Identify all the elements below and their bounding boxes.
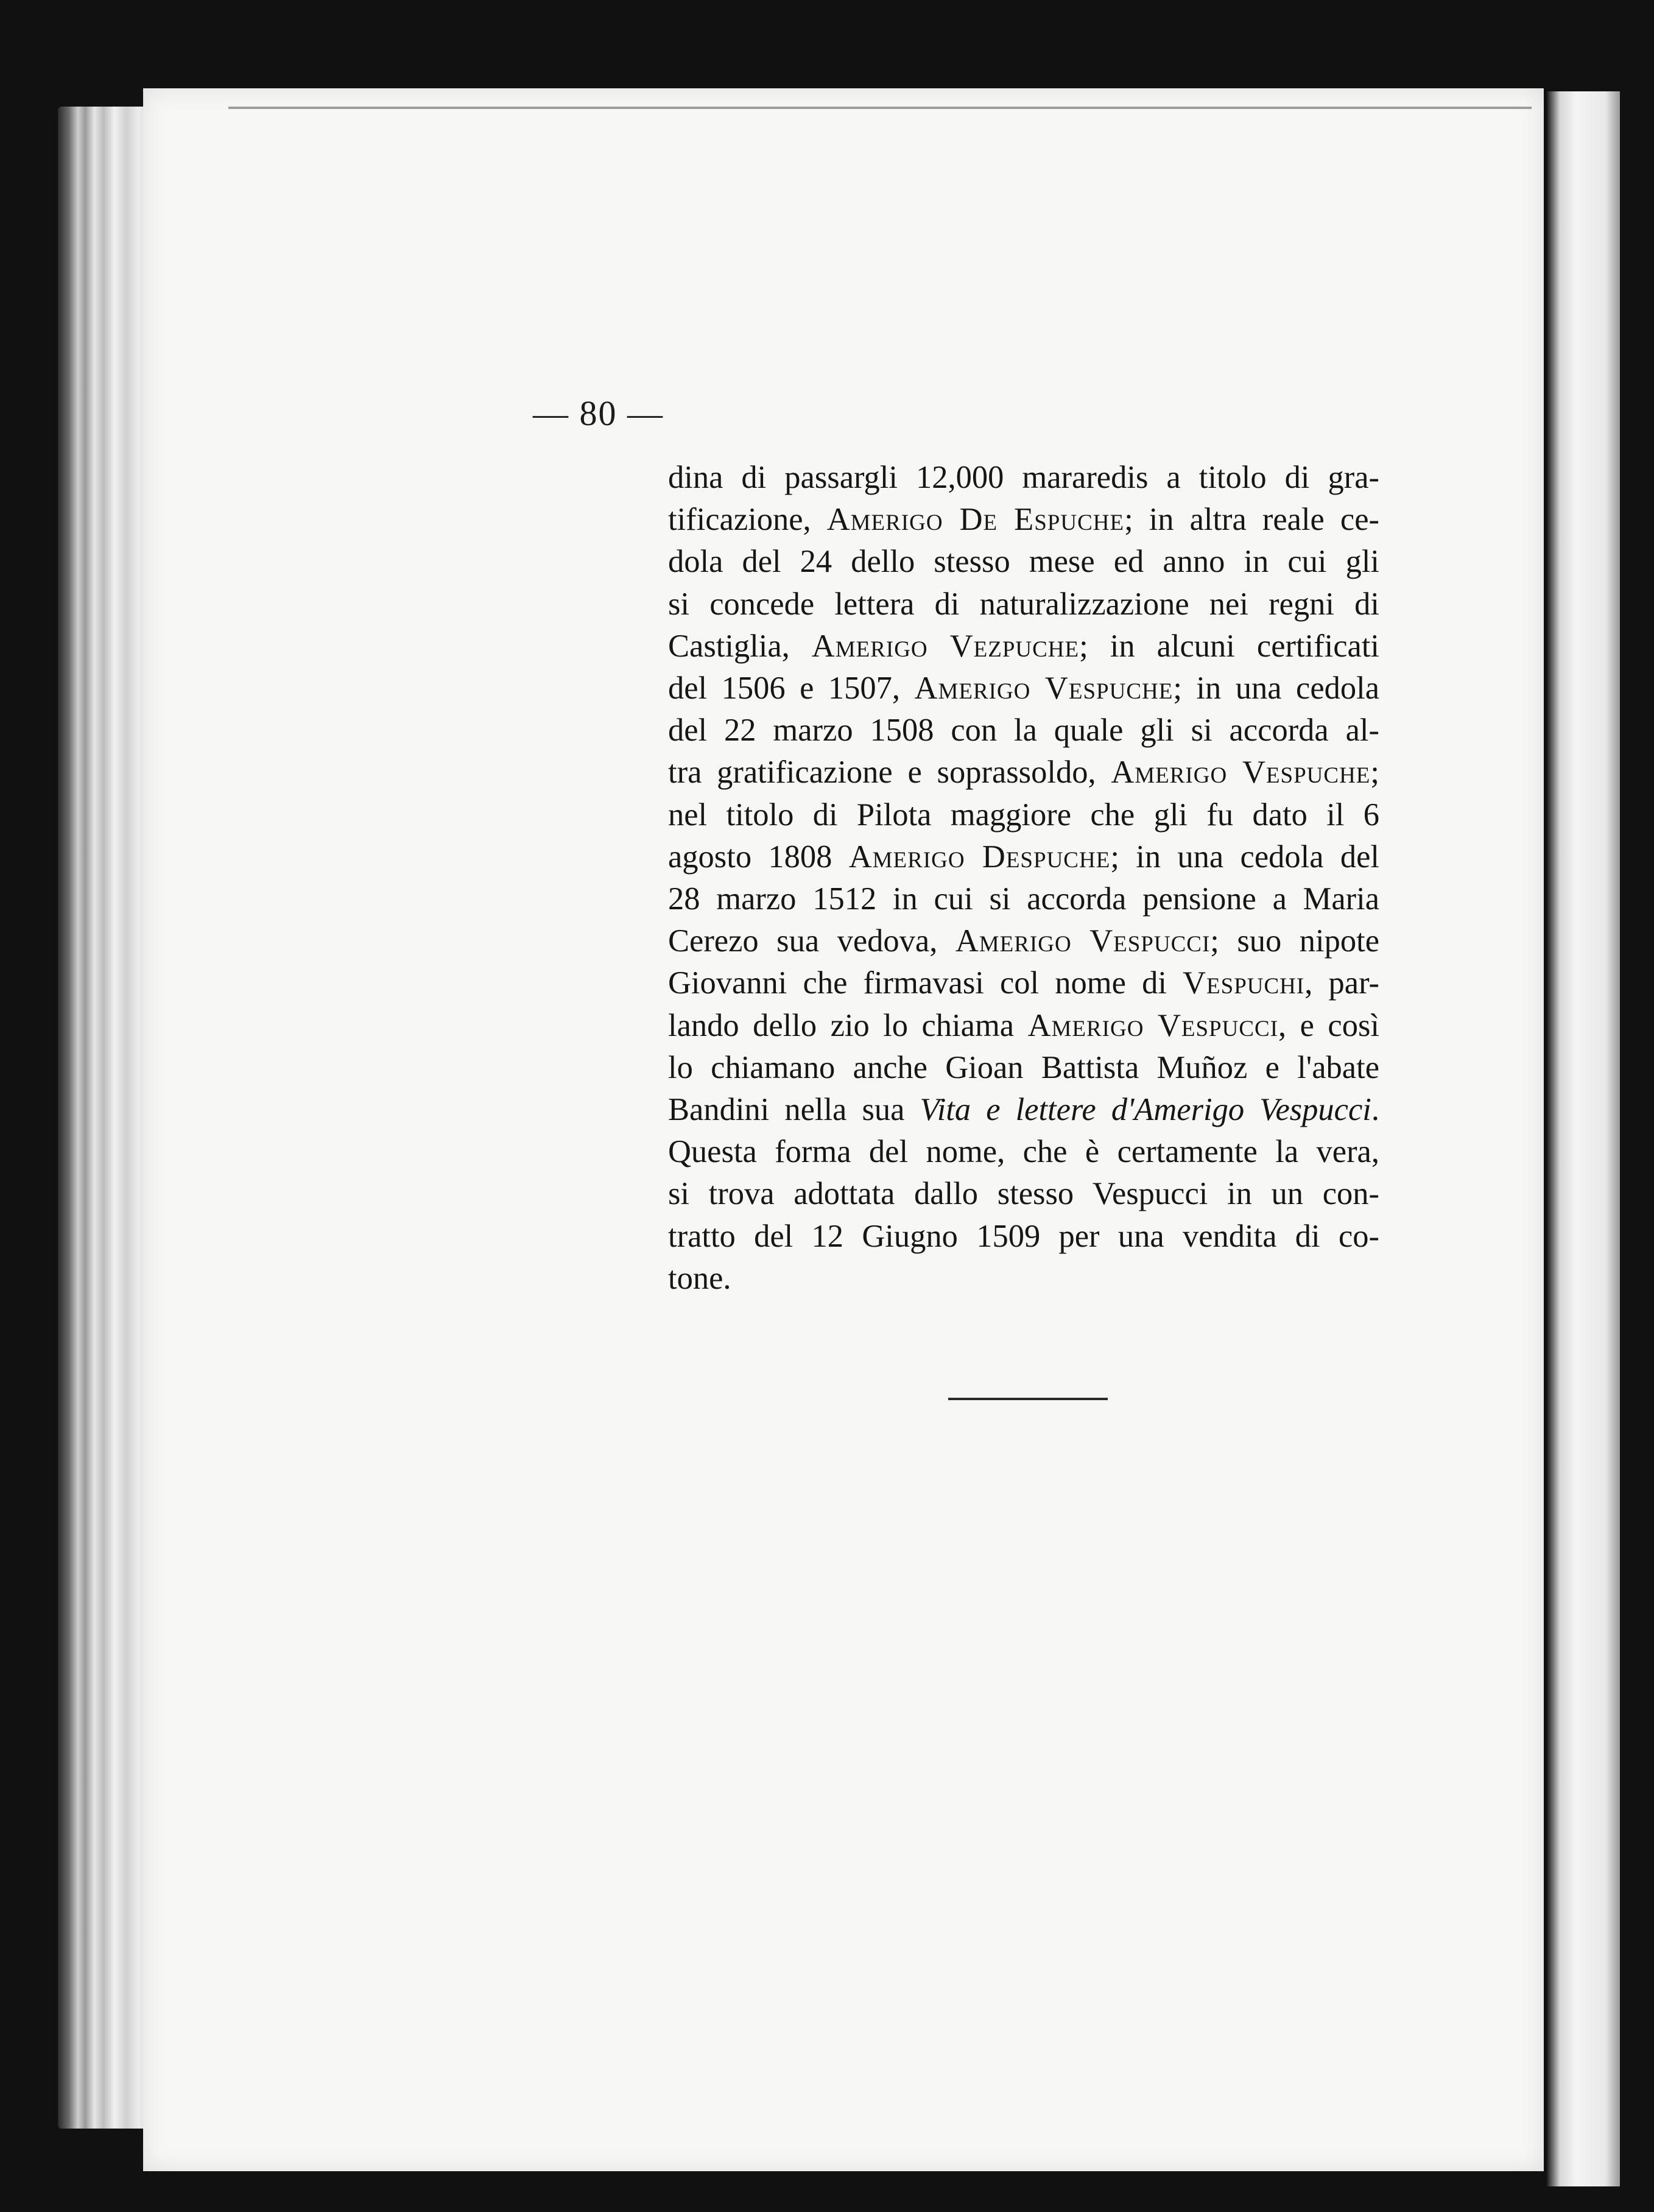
text-run: Cerezo sua vedova, bbox=[668, 923, 955, 959]
text-run: 28 marzo 1512 in cui si accorda pensione a Maria bbox=[668, 881, 1379, 917]
name-smallcaps: Vespuchi bbox=[1183, 965, 1305, 1001]
text-line bbox=[668, 1047, 1379, 1089]
facing-page-edge bbox=[1547, 91, 1620, 2186]
text-line bbox=[668, 541, 1379, 583]
text-run: lando dello zio lo chiama bbox=[668, 1007, 1028, 1043]
text-line bbox=[668, 1258, 1379, 1300]
text-run: tratto del 12 Giugno 1509 per una vendita di co- bbox=[668, 1218, 1379, 1254]
text-run: agosto 1808 bbox=[668, 839, 849, 875]
text-line bbox=[668, 1089, 1379, 1131]
text-run: si trova adottata dallo stesso Vespucci in un con- bbox=[668, 1176, 1379, 1212]
text-line bbox=[668, 752, 1379, 794]
text-line bbox=[668, 920, 1379, 962]
text-run: del 22 marzo 1508 con la quale gli si accorda al- bbox=[668, 713, 1379, 748]
text-line bbox=[668, 836, 1379, 878]
text-line bbox=[668, 583, 1379, 625]
text-run: Bandini nella sua bbox=[668, 1092, 920, 1128]
text-run: tra gratificazione e soprassoldo, bbox=[668, 755, 1111, 791]
text-run: ; suo nipote bbox=[1210, 923, 1380, 959]
text-line bbox=[668, 710, 1379, 752]
text-run: del 1506 e 1507, bbox=[668, 671, 915, 706]
page-top-edge bbox=[228, 107, 1532, 109]
text-run: lo chiamano anche Gioan Battista Muñoz e l'abate bbox=[668, 1049, 1379, 1085]
text-run: Castiglia, bbox=[668, 628, 812, 664]
text-run: dina di passargli 12,000 mararedis a titolo di gra- bbox=[668, 460, 1379, 495]
name-smallcaps: Amerigo Vespucci bbox=[1027, 1007, 1279, 1043]
body-text bbox=[668, 457, 1379, 1300]
text-run: Giovanni che firmavasi col nome di bbox=[668, 965, 1183, 1001]
name-smallcaps: Amerigo Vespuche bbox=[1111, 755, 1371, 791]
name-smallcaps: Amerigo De Espuche bbox=[826, 502, 1125, 538]
name-smallcaps: Amerigo Vespuche bbox=[914, 671, 1174, 706]
text-run: dola del 24 dello stesso mese ed anno in cui gli bbox=[668, 544, 1379, 580]
text-line bbox=[668, 499, 1379, 541]
text-line bbox=[668, 667, 1379, 710]
text-run: ; bbox=[1370, 755, 1379, 791]
name-smallcaps: Amerigo Despuche bbox=[848, 839, 1111, 875]
text-run: nel titolo di Pilota maggiore che gli fu dato il 6 bbox=[668, 797, 1379, 833]
text-run: si concede lettera di naturalizzazione nei regni di bbox=[668, 586, 1379, 622]
text-line bbox=[668, 1005, 1379, 1047]
name-smallcaps: Amerigo Vezpuche bbox=[811, 628, 1080, 664]
page-number: — 80 — bbox=[533, 393, 664, 433]
text-run: ; in una cedola del bbox=[1110, 839, 1379, 875]
text-run: Questa forma del nome, che è certamente la vera, bbox=[668, 1134, 1379, 1170]
text-line bbox=[668, 1216, 1379, 1258]
text-run: tone. bbox=[668, 1260, 731, 1296]
book-page bbox=[143, 88, 1544, 2171]
text-run: . bbox=[1371, 1092, 1379, 1128]
text-run: ; in alcuni certificati bbox=[1079, 628, 1379, 664]
text-line bbox=[668, 625, 1379, 667]
text-run: ; in una cedola bbox=[1173, 671, 1380, 706]
text-run: , e così bbox=[1278, 1007, 1380, 1043]
text-line bbox=[668, 1131, 1379, 1173]
text-line bbox=[668, 878, 1379, 920]
text-line bbox=[668, 457, 1379, 499]
text-run: tificazione, bbox=[668, 502, 827, 538]
closing-rule bbox=[948, 1398, 1108, 1400]
name-smallcaps: Amerigo Vespucci bbox=[955, 923, 1211, 959]
text-run: ; in altra reale ce- bbox=[1124, 502, 1379, 538]
text-run: , par- bbox=[1304, 965, 1379, 1001]
page-edges-stack bbox=[58, 107, 149, 2129]
title-italic: Vita e lettere d'Amerigo Vespucci bbox=[920, 1092, 1371, 1128]
text-line bbox=[668, 794, 1379, 836]
text-line bbox=[668, 962, 1379, 1004]
text-line bbox=[668, 1173, 1379, 1215]
